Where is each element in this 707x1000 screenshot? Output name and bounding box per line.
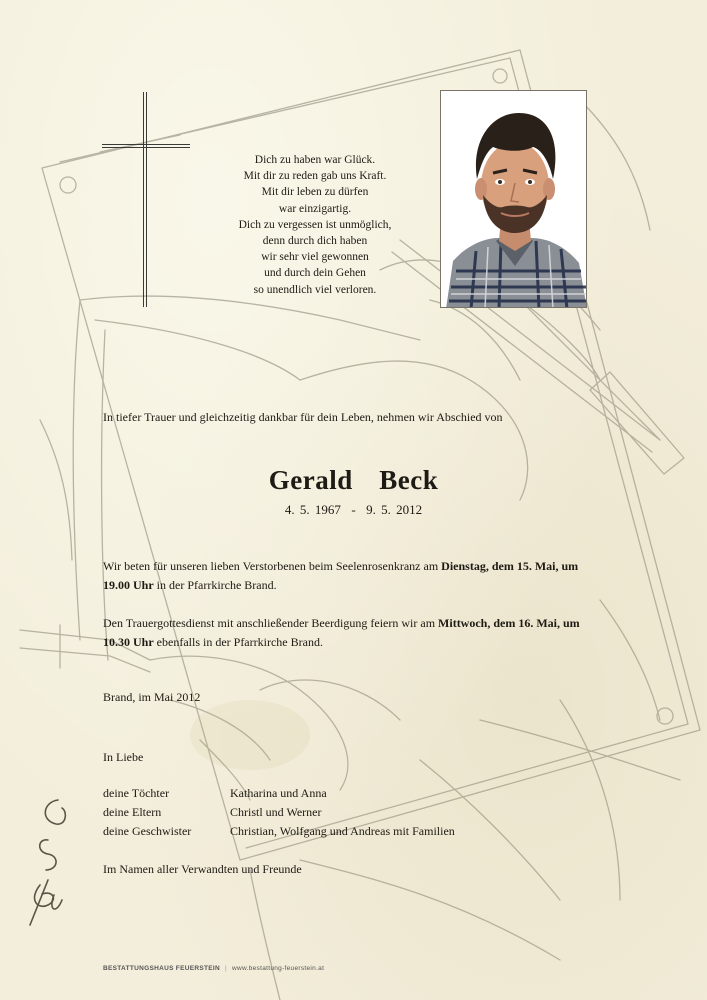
poem-line: denn durch dich haben <box>262 235 368 248</box>
poem-line: Mit dir leben zu dürfen <box>261 186 369 199</box>
artist-signature <box>18 790 78 930</box>
poem-line: wir sehr viel gewonnen <box>261 251 369 264</box>
life-dates: 4. 5. 1967 - 9. 5. 2012 <box>284 502 423 517</box>
family-names: Christian, Wolfgang und Andreas mit Familien <box>230 824 455 838</box>
place-date: Brand, im Mai 2012 <box>103 690 201 704</box>
poem-line: so unendlich viel verloren. <box>253 283 377 296</box>
funeral-announcement <box>103 614 603 652</box>
cross-vertical-bar <box>143 92 147 307</box>
funeral-home-url: www.bestattung-feuerstein.at <box>231 965 325 972</box>
rosary-time: Dienstag, dem 15. Mai, um 19.00 Uhr <box>103 559 579 592</box>
funeral-location: ebenfalls in der Pfarrkirche Brand. <box>153 635 323 649</box>
deceased-name: Gerald Beck <box>268 465 439 495</box>
family-relation: deine Eltern <box>103 805 162 819</box>
family-names: Katharina und Anna <box>230 786 327 800</box>
family-relation: deine Geschwister <box>103 824 192 838</box>
rosary-text: Wir beten für unseren lieben Verstorbenen beim Seelenrosenkranz am <box>103 559 442 573</box>
rosary-announcement <box>103 557 603 595</box>
in-love-line: In Liebe <box>103 750 144 764</box>
poem-line: Mit dir zu reden gab uns Kraft. <box>243 170 387 183</box>
portrait-photo <box>440 90 587 308</box>
memorial-poem <box>200 152 430 298</box>
rosary-location: in der Pfarrkirche Brand. <box>153 578 277 592</box>
funeral-time: Mittwoch, dem 16. Mai, um 10.30 Uhr <box>103 616 580 649</box>
funeral-text: Den Trauergottesdienst mit anschließender Beerdigung feiern wir am <box>103 616 439 630</box>
poem-line: Dich zu haben war Glück. <box>254 154 376 166</box>
family-names: Christl und Werner <box>230 805 322 819</box>
poem-line: Dich zu vergessen ist unmöglich, <box>238 218 392 231</box>
family-relation: deine Töchter <box>103 786 170 800</box>
closing-line: Im Namen aller Verwandten und Freunde <box>103 862 302 876</box>
poem-line: und durch dein Gehen <box>264 267 366 280</box>
cross-horizontal-bar <box>102 144 190 148</box>
footer-separator: | <box>224 965 227 972</box>
farewell-intro: In tiefer Trauer und gleichzeitig dankbar für dein Leben, nehmen wir Abschied von <box>103 410 503 424</box>
funeral-home-name: BESTATTUNGSHAUS FEUERSTEIN <box>103 965 220 972</box>
footer <box>103 965 324 972</box>
poem-line: war einzigartig. <box>278 202 352 215</box>
